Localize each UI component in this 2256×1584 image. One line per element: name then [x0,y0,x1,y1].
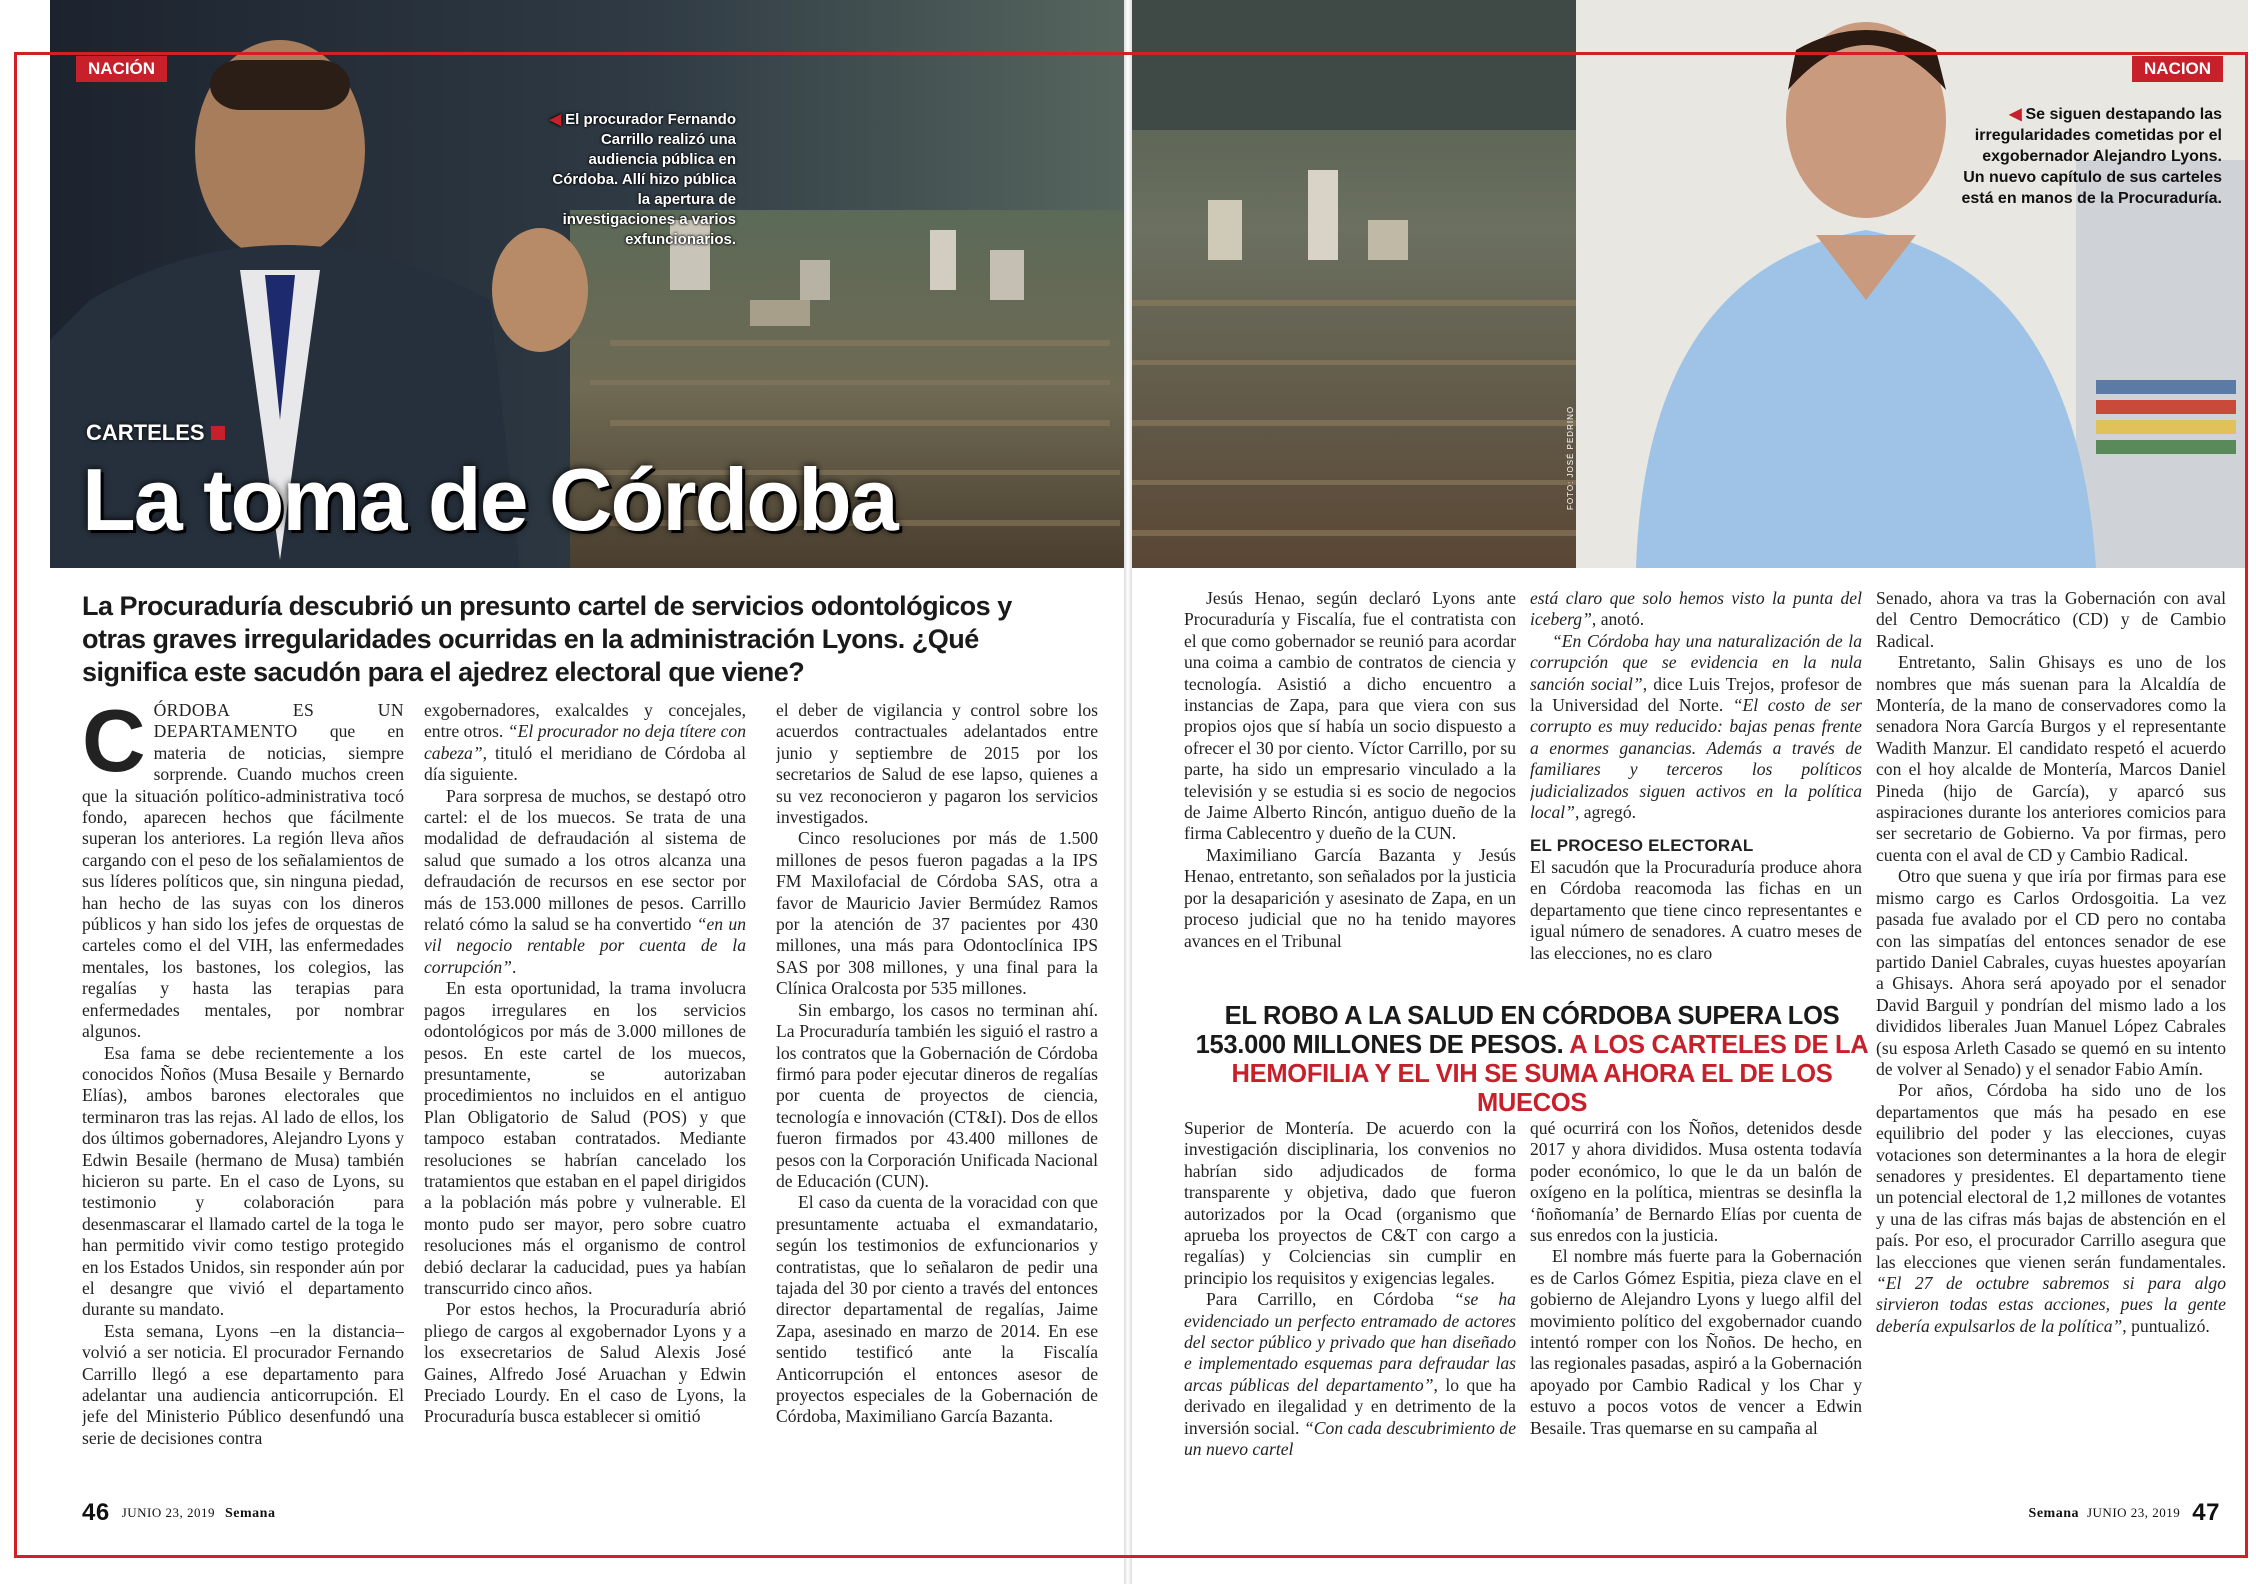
left-folio: 46 JUNIO 23, 2019 Semana [82,1499,276,1526]
left-column-1: CÓRDOBA ES UN DEPARTAMENTO que en materia de noticias, siempre sorprende. Cuando muchos creen que la situación político-administrativa tocó fondo, aparecen hechos que fácilmente superan los anteriores. La región lleva años cargando con el peso de los señalamientos de sus líderes políticos que, sin ninguna piedad, han hecho de las suyas con los dineros públicos y han sido los jefes de orquestas de carteles como el del VIH, las enfermedades mentales, los bastones, los colegios, las regalías y hasta las terapias para enfermedades mentales, por nombrar algunos. Esa fama se debe recientemente a los conocidos Ñoños (Musa Besaile y Bernardo Elías), ambos barones electorales que terminaron tras las rejas. Al lado de ellos, los dos últimos gobernadores, Alejandro Lyons y Edwin Besaile (hermano de Musa) también hicieron su parte. En el caso de Lyons, su testimonio y colaboración para desenmascarar el llamado cartel de la toga le han permitido vivir como testigo protegido en los Estados Unidos, sin responder aún por el desangre que vivió el departamento durante su mandato. Esta semana, Lyons –en la distancia– volvió a ser noticia. El procurador Fernando Carrillo llegó a ese departamento para adelantar una audiencia anticorrupción. El jefe del Ministerio Público desenfundó una serie de decisiones contra [82,700,404,1448]
photo-caption: ◀ El procurador Fernando Carrillo realizó una audiencia pública en Córdoba. Allí hizo pública la apertura de investigaciones a varios exfuncionarios. [549,111,736,248]
section-label: NACIÓN [76,56,167,82]
photo-caption: ◀ Se siguen destapando las irregularidades cometidas por el exgobernador Alejandro Lyons. Un nuevo capítulo de sus carteles está en manos de la Procuraduría. [1961,106,2222,207]
right-column-2: está claro que solo hemos visto la punta del iceberg”, anotó. “En Córdoba hay una naturalización de la corrupción que se evidencia en la nula sanción social”, dice Luis Trejos, profesor de la Universidad del Norte. “El costo de ser corrupto es muy reducido: bajas penas frente a enormes ganancias. Además a través de familiares y terceros los políticos judicializados siguen activos en la política local”, agregó. EL PROCESO ELECTORAL El sacudón que la Procuraduría produce ahora en Córdoba reacomoda las fichas en un departamento que tiene cinco representantes e igual número de senadores. A cuatro meses de las elecciones, no es claro [1530,588,1862,963]
subhead: EL PROCESO ELECTORAL [1530,836,1754,856]
photo-credit: FOTO: JOSÉ PEDRINO [1566,405,1575,510]
spine-gutter [1124,0,1132,1584]
pull-quote: EL ROBO A LA SALUD EN CÓRDOBA SUPERA LOS 153.000 MILLONES DE PESOS. A LOS CARTELES DE LA HEMOFILIA Y EL VIH SE SUMA AHORA EL DE LOS MUECOS [1195,1002,1869,1117]
headline: La toma de Córdoba [82,450,897,549]
city-photo [1128,0,1576,568]
right-folio: Semana JUNIO 23, 2019 47 [2028,1499,2220,1526]
kicker: CARTELES [86,420,225,446]
caption-pointer-icon: ◀ [2009,106,2022,123]
right-column-3: Senado, ahora va tras la Gobernación con aval del Centro Democrático (CD) y de Cambio Radical. Entretanto, Salin Ghisays es uno de los nombres que más suenan para la Alcaldía de Montería, de la mano de conservadores como la senadora Nora García Burgos y el representante Wadith Manzur. El candidato respetó el acuerdo con el hoy alcalde de Montería, Marcos Daniel Pineda (hijo de García), y aparcó sus aspiraciones durante los anteriores comicios para ser secretario de Gobierno. Va por firmas, pero cuenta con el aval de CD y Cambio Radical. Otro que suena y que iría por firmas para ese mismo cargo es Carlos Ordosgoitia. La vez pasada fue avalado por el CD pero no contaba con las simpatías del entonces senador de ese partido Daniel Cabrales, cuyas huestes apoyarían a Ghisays. Ahora será apoyado por el senador David Barguil y pondrían del mismo lado a los divididos liberales Juan Manuel López Cabrales (su esposa Arleth Casado se quemó en su intento de volver al Senado) y el senador Fabio Amín. Por años, Córdoba ha sido uno de los departamentos que más ha pesado en ese equilibrio del poder y las elecciones, cuyas votaciones son determinantes a la hora de elegir senadores y presidentes. El departamento tiene un potencial electoral de 1,2 millones de votantes y una de las cifras más bajas de abstención en el país. Por eso, el procurador Carrillo asegura que las elecciones que vienen serán fundamentales. “El 27 de octubre sabremos si para algo sirvieron todas estas acciones, pues la gente debería expulsarlos de la política”, puntualizó. [1876,588,2226,1336]
right-page [1128,0,2256,1584]
section-label: NACION [2132,56,2223,82]
left-column-2: exgobernadores, exalcaldes y concejales, entre otros. “El procurador no deja títere con cabeza”, tituló el meridiano de Córdoba al día siguiente. Para sorpresa de muchos, se destapó otro cartel: el de los muecos. Se trata de una modalidad de defraudación al sistema de salud que sumado a los otros alcanza una defraudación de recursos en ese sector por más de 153.000 millones de pesos. Carrillo relató cómo la salud se ha convertido “en un vil negocio rentable por cuenta de la corrupción”. En esta oportunidad, la trama involucra pagos irregulares en los servicios odontológicos por más de 3.000 millones de pesos. En este cartel de los muecos, presuntamente, se autorizaban procedimientos no incluidos en el antiguo Plan Obligatorio de Salud (POS) y que tampoco estaban contratados. Mediante resoluciones se habrían cancelado los tratamientos que estaban en el papel dirigidos a la población más pobre y vulnerable. El monto pudo ser mayor, pero sobre cuatro resoluciones más el organismo de control debió declarar la caducidad, pues ya habían transcurrido cinco años. Por estos hechos, la Procuraduría abrió pliego de cargos al exgobernador Lyons y a los exsecretarios de Salud Alexis José Gaines, Alfredo José Aruachan y Edwin Preciado Lourdy. En el caso de Lyons, la Procuraduría busca establecer si omitió [424,700,746,1427]
portrait-illustration [1576,0,2248,568]
right-column-1: Jesús Henao, según declaró Lyons ante Procuraduría y Fiscalía, fue el contratista con el que como gobernador se reunió para acordar una coima a cambio de contratos de ciencia y tecnología. Asistió a dicho encuentro a instancias de Zapa, para que viera con sus propios ojos que sí había un socio dispuesto a ofrecer el 30 por ciento. Víctor Carrillo, por su parte, ha sido un empresario vinculado a la televisión y se estudia si es socio de negocios de Jaime Alberto Rincón, antiguo dueño de la firma Cablecentro y dueño de la CUN. Maximiliano García Bazanta y Jesús Henao, entretanto, son señalados por la justicia por la desaparición y asesinato de Zapa, en un proceso judicial que no ha tenido mayores avances en el Tribunal [1184,588,1516,951]
right-column-1b: Superior de Montería. De acuerdo con la investigación disciplinaria, los convenios no habrían sido adjudicados de forma transparente y objetiva, dado que fueron autorizados por la Ocad (organismo que aprueba los proyectos de C&T con cargo a regalías) y Colciencias sin cumplir en principio los requisitos y exigencias legales. Para Carrillo, en Córdoba “se ha evidenciado un perfecto entramado de actores del sector público y privado que han diseñado e implementado esquemas para defraudar las arcas públicas del departamento”, lo que ha derivado en ilegalidad y en detrimento de la inversión social. “Con cada descubrimiento de un nuevo cartel [1184,1118,1516,1460]
drop-cap: C [82,700,146,790]
caption-pointer-icon: ◀ [549,111,562,128]
right-column-2b: qué ocurrirá con los Ñoños, detenidos desde 2017 y ahora divididos. Musa ostenta todavía poder económico, lo que le da un balón de oxígeno en la política, mientras se desinfla la ‘ñoñomanía’ de Bernardo Elías por cuenta de sus enredos con la justicia. El nombre más fuerte para la Gobernación es de Carlos Gómez Espitia, pieza clave en el gobierno de Alejandro Lyons y luego alfil del movimiento político del exgobernador cuando intentó romper con los Ñoños. De hecho, en las regionales pasadas, aspiró a la Gobernación apoyado por Cambio Radical y los Char y estuvo a pocos votos de vencer a Edwin Besaile. Tras quemarse en su campaña al [1530,1118,1862,1438]
deck: La Procuraduría descubrió un presunto cartel de servicios odontológicos y otras graves irregularidades ocurridas en la administración Lyons. ¿Qué significa este sacudón para el ajedrez electoral que viene? [82,591,1012,687]
lyons-photo [1576,0,2248,568]
city-illustration [1128,0,1576,568]
red-square-icon [211,426,225,440]
left-column-3: el deber de vigilancia y control sobre los acuerdos contractuales adelantados entre junio y septiembre de 2015 por los secretarios de Salud de ese lapso, quienes a su vez reconocieron y pagaron los servicios investigados. Cinco resoluciones por más de 1.500 millones de pesos fueron pagadas a la IPS FM Maxilofacial de Córdoba SAS, otra a favor de Mauricio Javier Bermúdez Ramos por la atención de 37 pacientes por 430 millones, una más para Odontoclínica IPS SAS por 308 millones, y una final para la Clínica Oralcosta por 535 millones. Sin embargo, los casos no terminan ahí. La Procuraduría también les siguió el rastro a los contratos que la Gobernación de Córdoba firmó para poder ejecutar dineros de regalías por cuenta de proyectos de ciencia, tecnología e innovación (CT&I). Dos de ellos fueron firmados por 43.400 millones de pesos con la Corporación Unificada Nacional de Educación (CUN). El caso da cuenta de la voracidad con que presuntamente actuaba el exmandatario, según los testimonios de exfuncionarios y contratistas, que lo señalaron de pedir una tajada del 30 por ciento a través del entonces director departamental de regalías, Jaime Zapa, asesinado en marzo de 2014. En ese sentido testificó ante la Fiscalía Anticorrupción el entonces asesor de proyectos especiales de la Gobernación de Córdoba, Maximiliano García Bazanta. [776,700,1098,1427]
